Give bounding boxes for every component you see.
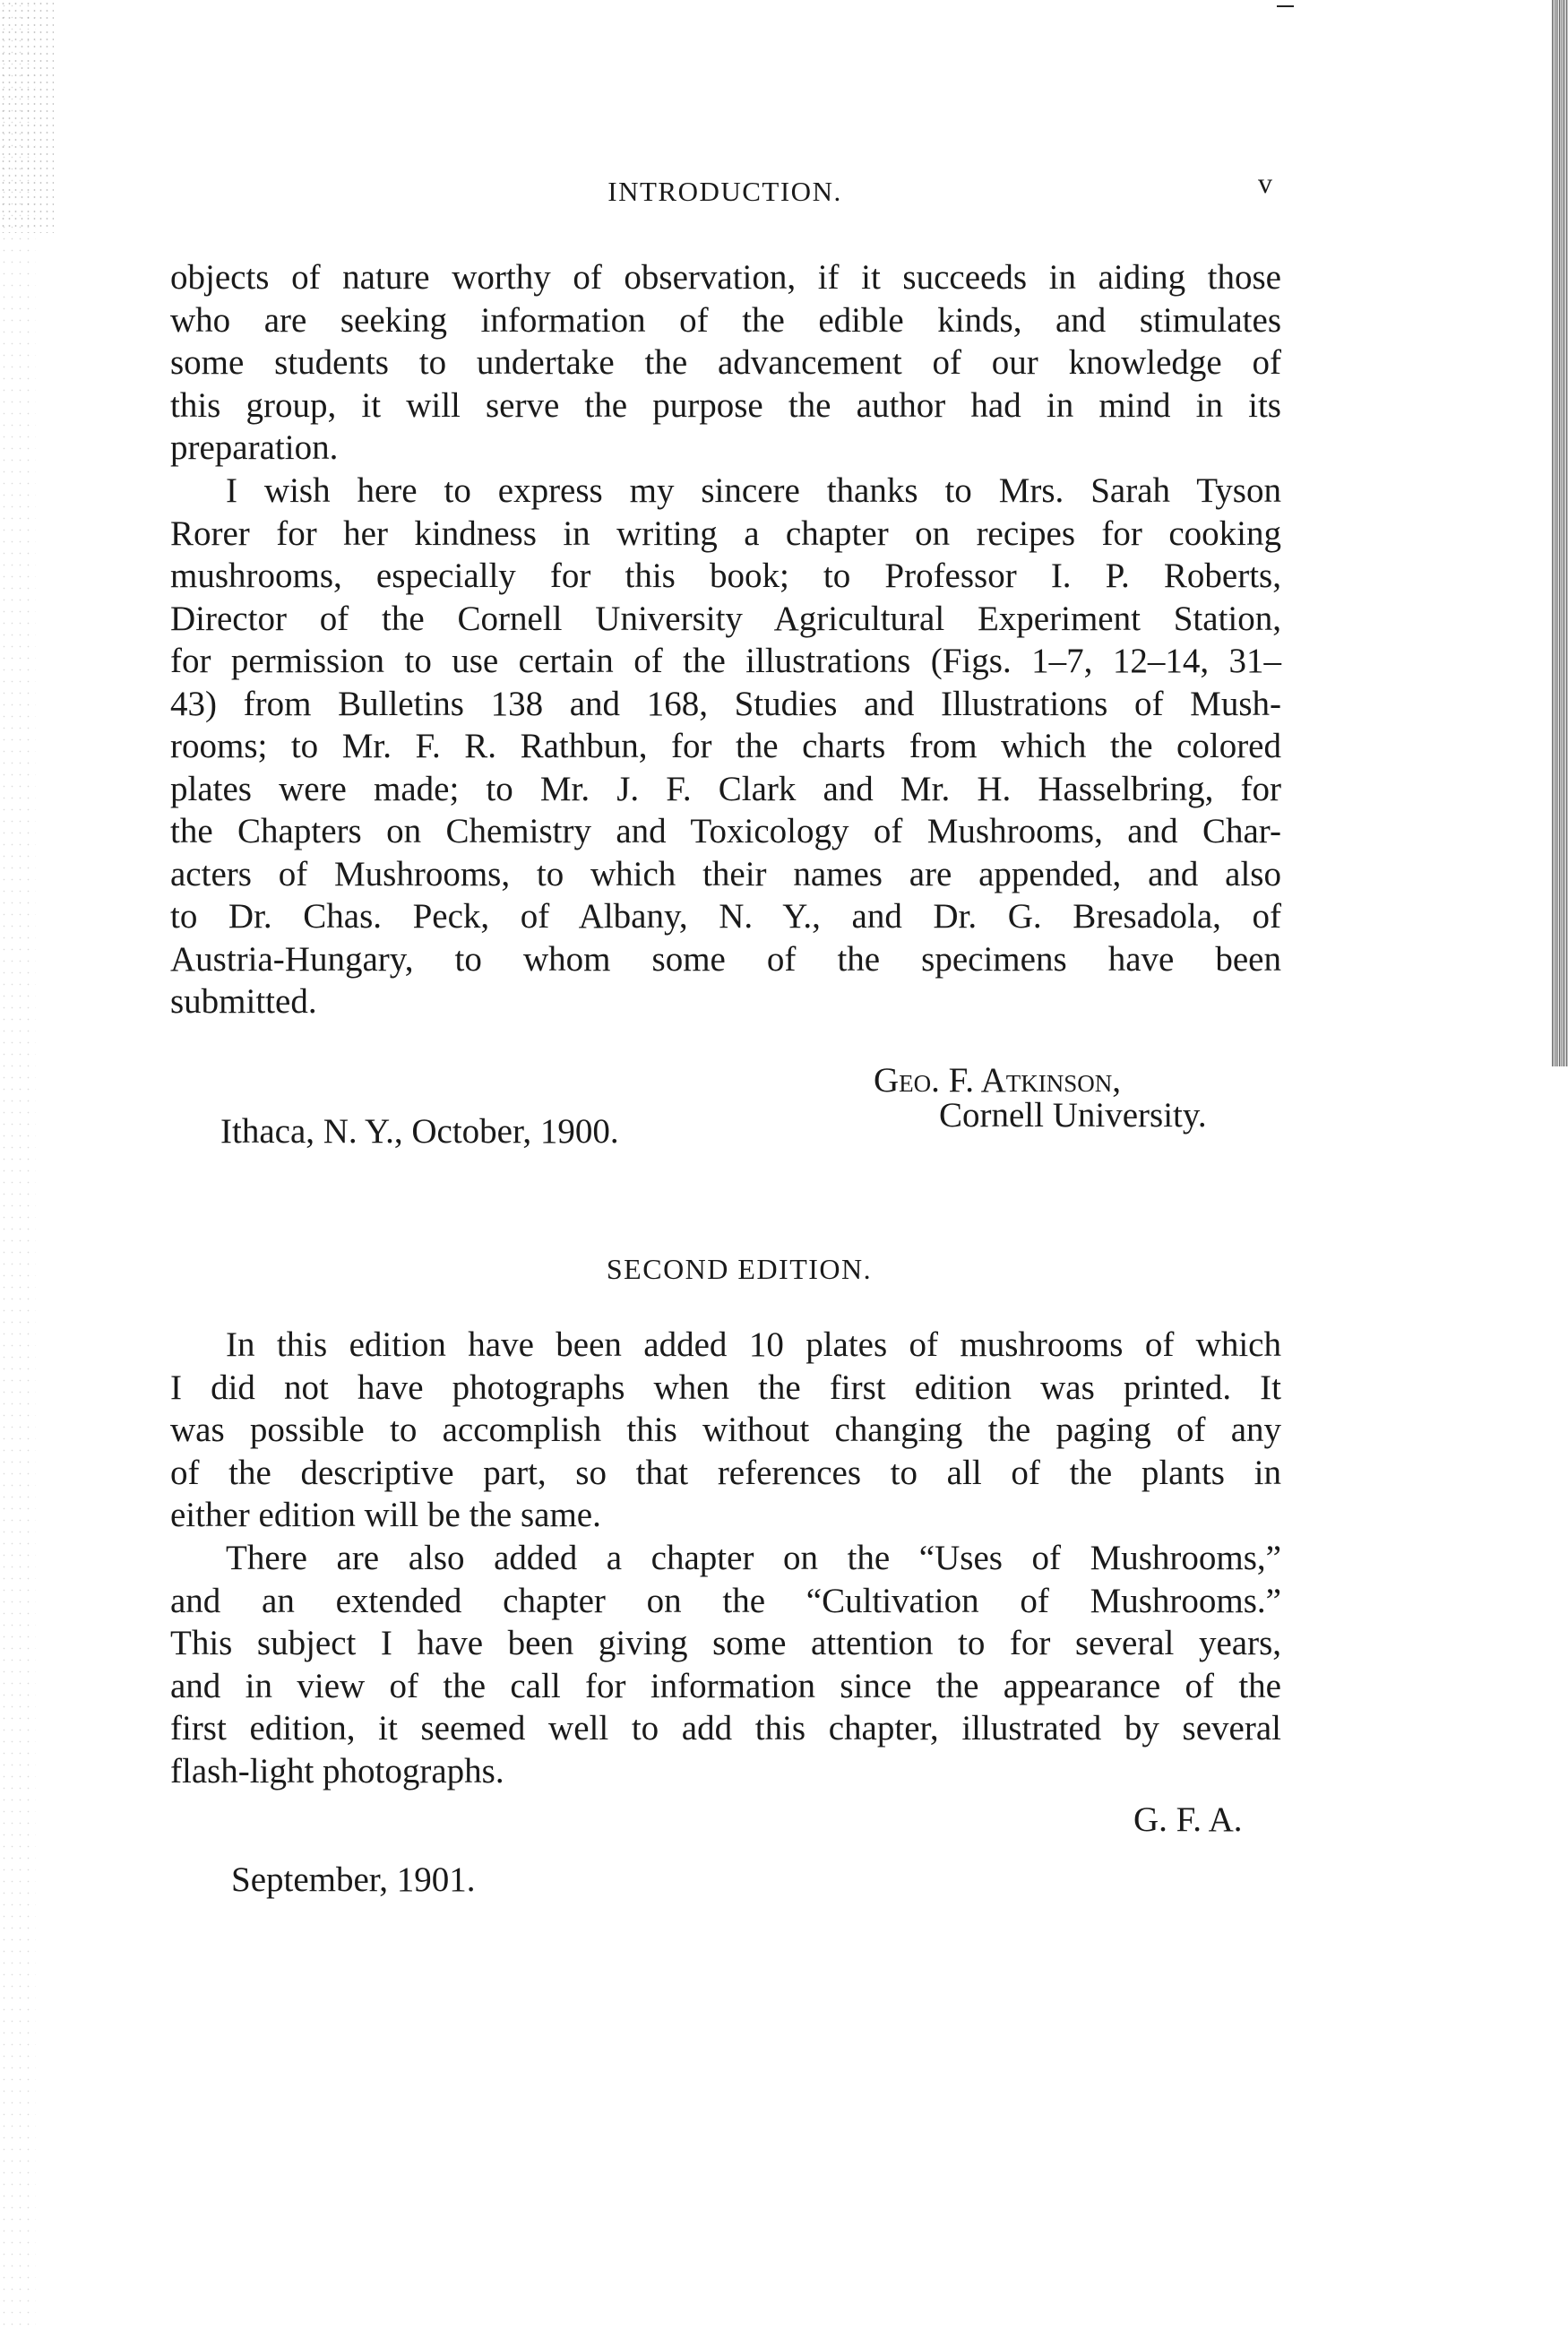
text-line: In this edition have been added 10 plates of mushrooms of which xyxy=(226,1325,1281,1364)
text-line: flash-light photographs. xyxy=(170,1751,504,1791)
intro-paragraph-1 xyxy=(170,256,1281,470)
text-line: who are seeking information of the edible kinds, and stimulates xyxy=(170,300,1281,340)
text-line: preparation. xyxy=(170,428,339,467)
signature-affiliation: Cornell University. xyxy=(939,1096,1207,1135)
text-line: first edition, it seemed well to add this chapter, illustrated by several xyxy=(170,1709,1281,1748)
second-edition-paragraph-2 xyxy=(170,1537,1281,1792)
section-heading-second-edition: SECOND EDITION. xyxy=(606,1253,873,1285)
text-line: mushrooms, especially for this book; to Professor I. P. Roberts, xyxy=(170,557,1281,595)
second-edition-date: September, 1901. xyxy=(231,1860,476,1899)
text-line: 43) from Bulletins 138 and 168, Studies and Illustrations of Mush- xyxy=(170,684,1281,723)
text-line: submitted. xyxy=(170,982,317,1021)
text-line: rooms; to Mr. F. R. Rathbun, for the charts from which the colored xyxy=(170,727,1281,765)
place-date: Ithaca, N. Y., October, 1900. xyxy=(220,1112,619,1151)
text-line: and in view of the call for information since the appearance of the xyxy=(170,1666,1281,1705)
text-line: This subject I have been giving some attention to for several years, xyxy=(170,1624,1281,1662)
text-line: this group, it will serve the purpose the author had in mind in its xyxy=(170,385,1281,425)
text-line: of the descriptive part, so that references to all of the plants in xyxy=(170,1453,1281,1492)
initials-signature: G. F. A. xyxy=(1133,1800,1243,1839)
text-line: There are also added a chapter on the “Uses of Mushrooms,” xyxy=(226,1539,1281,1577)
scan-edge-left-top xyxy=(0,0,54,233)
text-line: objects of nature worthy of observation, if it succeeds in aiding those xyxy=(170,258,1281,297)
text-line: the Chapters on Chemistry and Toxicology of Mushrooms, and Char- xyxy=(170,812,1281,850)
page-number: v xyxy=(1258,167,1272,199)
text-line: Director of the Cornell University Agricultural Experiment Station, xyxy=(170,599,1281,638)
intro-paragraph-2 xyxy=(170,470,1281,1023)
second-edition-paragraph-1 xyxy=(170,1324,1281,1537)
text-line: for permission to use certain of the illustrations (Figs. 1–7, 12–14, 31– xyxy=(170,642,1281,680)
text-line: Austria-Hungary, to whom some of the specimens have been xyxy=(170,939,1281,979)
text-line: was possible to accomplish this without changing the paging of any xyxy=(170,1411,1281,1449)
signature-name: Geo. F. Atkinson, xyxy=(874,1061,1121,1100)
text-line: plates were made; to Mr. J. F. Clark and Mr. H. Hasselbring, for xyxy=(170,769,1281,808)
text-line: acters of Mushrooms, to which their names are appended, and also xyxy=(170,854,1281,893)
text-line: either edition will be the same. xyxy=(170,1496,601,1534)
text-line: I wish here to express my sincere thanks to Mrs. Sarah Tyson xyxy=(226,471,1281,510)
running-head: INTRODUCTION. xyxy=(607,176,842,207)
text-line: some students to undertake the advancement of our knowledge of xyxy=(170,343,1281,382)
text-line: to Dr. Chas. Peck, of Albany, N. Y., and Dr. G. Bresadola, of xyxy=(170,897,1281,936)
scan-mark xyxy=(1277,5,1294,7)
scan-edge-right xyxy=(1552,0,1568,1066)
text-line: Rorer for her kindness in writing a chapter on recipes for cooking xyxy=(170,513,1281,553)
text-line: I did not have photographs when the first edition was printed. It xyxy=(170,1368,1281,1407)
text-line: and an extended chapter on the “Cultivation of Mushrooms.” xyxy=(170,1581,1281,1620)
scan-edge-left xyxy=(0,0,36,2330)
